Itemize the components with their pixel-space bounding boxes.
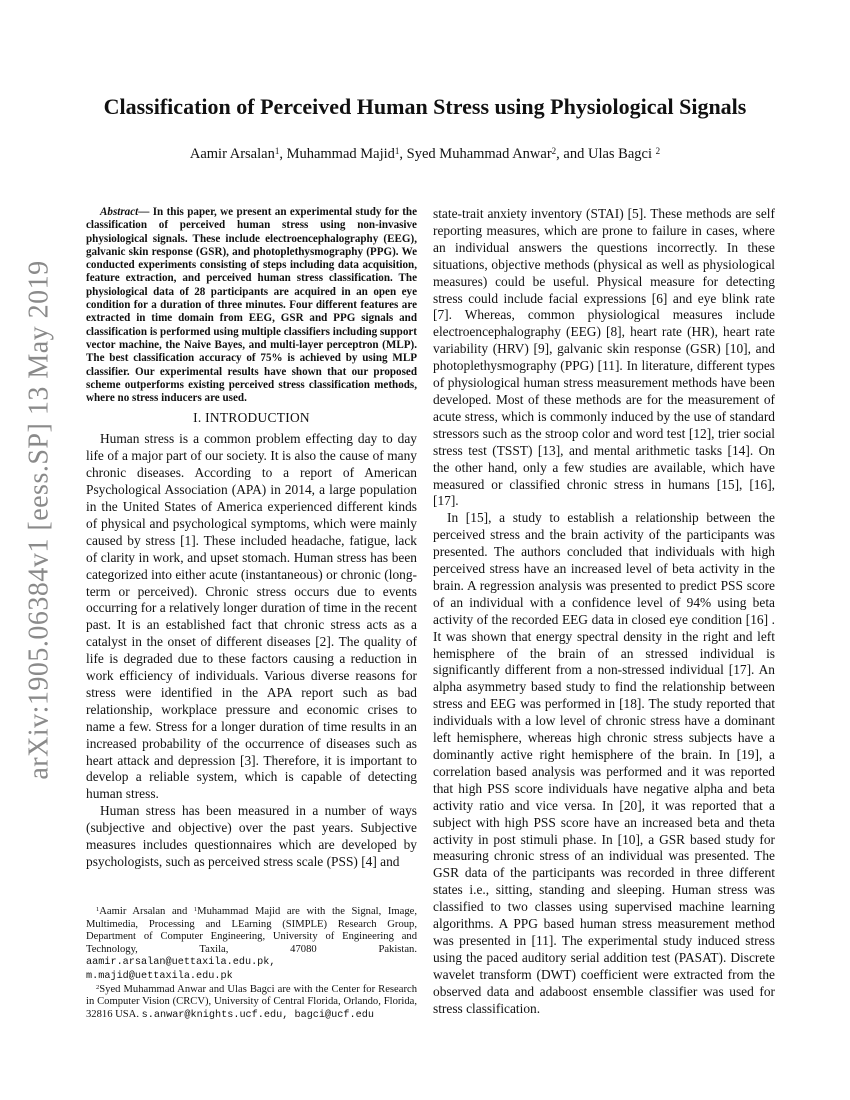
arxiv-identifier: arXiv:1905.06384v1 [eess.SP] 13 May 2019 [24, 260, 56, 780]
right-paragraph-1: state-trait anxiety inventory (STAI) [5]. These methods are self reporting measures, which are prone to failure in cases, where an individual answers the questions incorrectly. In these situations, objective methods (physical as well as physiological measures) could be useful. Physical measure for detecting stress could include facial expressions [6] and eye blink rate [7]. Whereas, common physiological measures include electroencephalography (EEG) [8], heart rate (HR), heart rate variability (HRV) [9], galvanic skin response (GSR) [10], and photoplethysmography (PPG) [11]. In literature, different types of physiological human stress measurement methods have been developed. Most of these methods are for the measurement of acute stress, which is commonly induced by the use of standard stressors such as the stroop color and word test [12], trier social stress test (TSST) [13], and mental arithmetic tasks [14]. On the other hand, only a few studies are available, which have measured or classified chronic stress in humans [15], [16], [17]. [433, 206, 775, 509]
abstract-label: Abstract [100, 206, 139, 218]
author-separator: , [279, 146, 287, 162]
introduction-paragraph-1: Human stress is a common problem effecting day to day life of a major part of our society. It is also the cause of many chronic diseases. According to a report of American Psychological Association (APA) in 2014, a large population in the United States of America experienced different kinds of physical and psychological symptoms, which were mainly caused by stress [1]. These included headache, fatigue, lack of clarity in work, and upset stomach. Human stress has been categorized into either acute (instantaneous) or chronic (long-term or perceived). Chronic stress occurs due to events occurring for a relatively longer duration of time in the recent past. It is an established fact that chronic stress acts as a catalyst in the onset of different diseases [2]. The quality of life is degraded due to these factors causing a reduction in work efficiency of individuals. Various diverse reasons for stress were identified in the APA report such as bad relationship, workplace pressure and economic crises to name a few. Stress for a longer duration of time results in an increased probability of the occurrence of diseases such as heart attack and depression [3]. Therefore, it is important to develop a reliable system, which is capable of detecting human stress. [86, 431, 417, 802]
affiliation-mark: 1 [394, 145, 400, 156]
author-name: Ulas Bagci [587, 146, 652, 162]
section-heading-introduction: I. INTRODUCTION [193, 410, 310, 426]
arxiv-side-stamp [20, 260, 60, 780]
footnote-email: aamir.arsalan@uettaxila.edu.pk, m.majid@uettaxila.edu.pk [86, 957, 276, 982]
footnote-email: s.anwar@knights.ucf.edu, bagci@ucf.edu [141, 1009, 374, 1021]
author-list [0, 146, 850, 163]
footnote-mark: 1 [193, 906, 198, 914]
author-name: Syed Muhammad Anwar [406, 146, 552, 162]
author-separator: , and [556, 146, 588, 162]
footnote-mark: 2 [96, 983, 100, 991]
left-column [86, 206, 417, 871]
affiliation-mark: 2 [551, 145, 557, 156]
abstract-dash: — [138, 206, 150, 218]
footnote-1 [86, 906, 417, 984]
affiliation-mark: 1 [274, 145, 280, 156]
right-column [433, 206, 775, 1018]
paper-title: Classification of Perceived Human Stress using Physiological Signals [103, 94, 747, 119]
footnote-text: Aamir Arsalan and [99, 906, 194, 917]
footnote-text: Syed Muhammad Anwar and Ulas Bagci are with the Center for Research in Computer Vision (CRCV), University of Central Florida, Orlando, Florida, 32816 USA. [86, 983, 417, 1020]
footnotes [86, 906, 417, 1022]
introduction-paragraph-2: Human stress has been measured in a number of ways (subjective and objective) over the past years. Subjective measures includes questionnaires which are developed by psychologists, such as perceived stress scale (PSS) [4] and [86, 803, 417, 870]
abstract [86, 206, 417, 405]
author-name: Aamir Arsalan [189, 146, 275, 162]
footnote-mark: 1 [96, 906, 100, 914]
author-separator: , [399, 146, 407, 162]
author-name: Muhammad Majid [286, 146, 395, 162]
abstract-text: In this paper, we present an experimental study for the classification of perceived human stress using non-invasive physiological signals. These include electroencephalography (EEG), galvanic skin response (GSR), and photoplethysmography (PPG). We conducted experiments consisting of steps including data acquisition, feature extraction, and perceived human stress classification. The physiological data of 28 participants are acquired in an open eye condition for a duration of three minutes. Four different features are extracted in time domain from EEG, GSR and PPG signals and classification is performed using multiple classifiers including support vector machine, the Naive Bayes, and multi-layer perceptron (MLP). The best classification accuracy of 75% is achieved by using MLP classifier. Our experimental results have shown that our proposed scheme outperforms existing perceived stress classification methods, where no stress inducers are used. [86, 206, 417, 405]
affiliation-mark: 2 [655, 145, 661, 156]
footnote-text: Muhammad Majid are with the Signal, Image, Multimedia, Processing and LEarning (SIMPLE) Research Group, Department of Computer Engineering, University of Engineering and Technology, Taxila, 47080 Pakistan. [86, 906, 417, 955]
footnote-2 [86, 984, 417, 1023]
right-paragraph-2: In [15], a study to establish a relationship between the perceived stress and the brain activity of the participants was presented. The authors concluded that individuals with high perceived stress have an increased level of beta activity in the brain. A regression analysis was presented to predict PSS score of an individual with a confidence level of 94% using beta activity of the recorded EEG data in closed eye condition [16] . It was shown that energy spectral density in the right and left hemisphere of the brain of an stressed individual is significantly different from a non-stressed individual [17]. An alpha asymmetry based study to find the relationship between stress and EEG was performed in [18]. The study reported that individuals with a low level of chronic stress have a dominant left hemisphere, whereas high chronic stress subjects have a dominantly active right hemisphere of the brain. In [19], a correlation based analysis was performed and it was reported that high PSS score individuals have negative alpha and beta activity ratio and vice versa. In [20], it was reported that a subject with high PSS score have an increased beta and theta activity in post stimuli phase. In [10], a GSR based study for measuring chronic stress of an individual was presented. The GSR data of the participants was recorded in three different states i.e., sitting, standing and sleeping. Human stress was classified to two classes using supervised machine learning algorithms. A PPG based human stress measurement method was presented in [11]. The experimental study induced stress using the paced auditory serial addition test (PASAT). Discrete wavelet transform (DWT) coefficient were extracted from the observed data and adaboost ensemble classifier was used for stress classification. [433, 510, 775, 1016]
